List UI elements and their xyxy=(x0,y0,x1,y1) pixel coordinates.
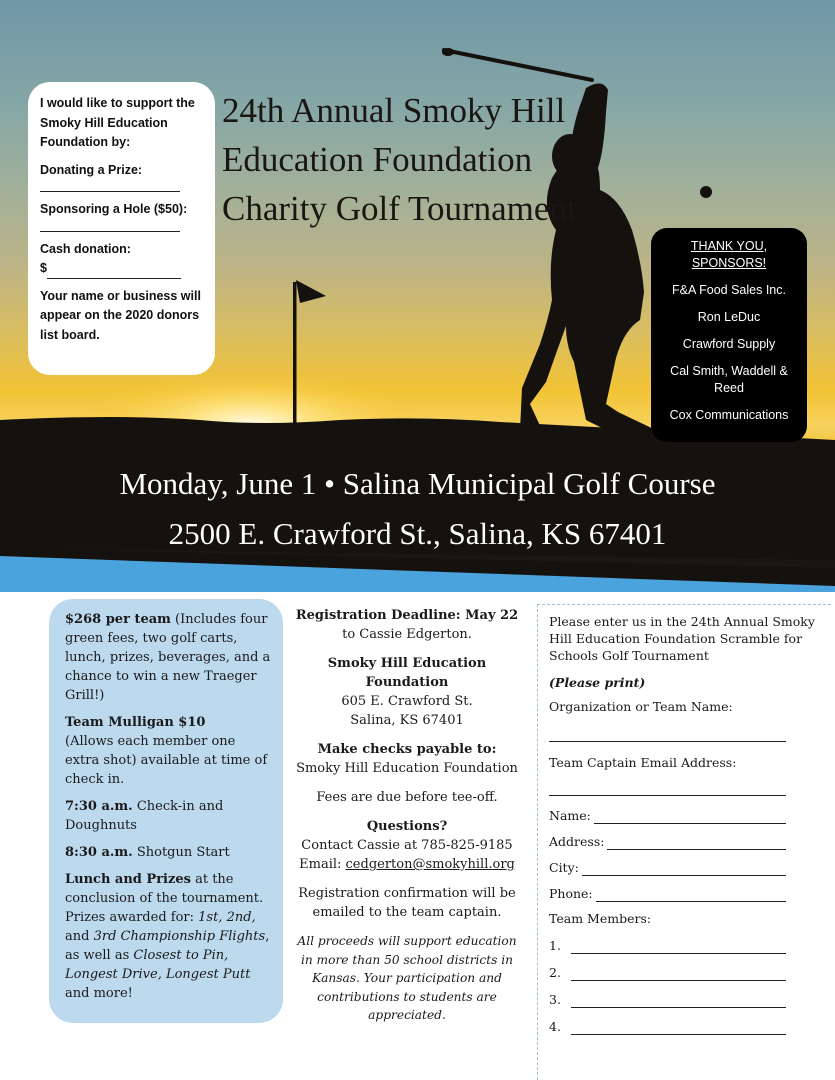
cash-field[interactable] xyxy=(47,265,181,279)
prize-contests: Closest to Pin, Longest Drive, Longest Putt xyxy=(65,948,251,982)
captain-email-field[interactable] xyxy=(549,795,786,796)
member-number: 4. xyxy=(549,1019,561,1034)
sponsor-item: F&A Food Sales Inc. xyxy=(672,283,786,297)
city-label: City: xyxy=(549,860,579,875)
support-form-box xyxy=(28,82,215,375)
sponsors-heading-line-1: THANK YOU, xyxy=(690,239,768,253)
sponsors-box xyxy=(651,228,807,442)
registration-form xyxy=(537,604,831,1080)
sponsors-heading xyxy=(657,238,801,272)
prize-flight-3: 3rd Championship Flights xyxy=(93,929,266,944)
price: $268 per team xyxy=(65,612,171,627)
name-row xyxy=(549,806,786,824)
confirmation-note: Registration confirmation will be emailed to the team captain. xyxy=(298,886,516,920)
captain-email-label: Team Captain Email Address: xyxy=(549,755,737,770)
mulligan-paragraph xyxy=(65,713,271,789)
members-label: Team Members: xyxy=(549,911,652,926)
checkin-text: Check-in and Doughnuts xyxy=(65,799,224,833)
checkin-paragraph xyxy=(65,797,271,835)
org-field[interactable] xyxy=(549,741,786,742)
lunch-paragraph xyxy=(65,870,271,1003)
flag-icon xyxy=(296,280,326,303)
hole-label: Sponsoring a Hole ($50): xyxy=(40,202,188,216)
start-text: Shotgun Start xyxy=(132,845,230,860)
lunch-text: at the conclusion of the tournament. Prizes awarded for: xyxy=(65,872,264,925)
event-address: 2500 E. Crawford St., Salina, KS 67401 xyxy=(168,516,667,551)
form-intro: Please enter us in the 24th Annual Smoky Hill Education Foundation Scramble for Schools Golf Tournament xyxy=(549,614,815,663)
email-link[interactable]: cedgerton@smokyhill.org xyxy=(345,857,515,872)
member-row-1 xyxy=(549,936,786,954)
sponsors-heading-line-2: SPONSORS! xyxy=(691,256,767,270)
org-label: Organization or Team Name: xyxy=(549,699,733,714)
address-line-2: Salina, KS 67401 xyxy=(350,713,464,728)
sponsor-item: Crawford Supply xyxy=(682,337,776,351)
city-field[interactable] xyxy=(582,862,786,876)
sponsor-item: Cal Smith, Waddell & Reed xyxy=(670,364,788,395)
member-number: 2. xyxy=(549,965,561,980)
questions-heading: Questions? xyxy=(366,819,448,834)
member-number: 3. xyxy=(549,992,561,1007)
price-paragraph xyxy=(65,610,271,705)
member-field-4[interactable] xyxy=(571,1021,786,1035)
email-label: Email: xyxy=(299,857,346,872)
foundation-name: Smoky Hill Education Foundation xyxy=(327,656,487,690)
support-intro: I would like to support the Smoky Hill Education Foundation by: xyxy=(40,96,195,149)
sponsor-item: Cox Communications xyxy=(669,408,789,422)
lunch-heading: Lunch and Prizes xyxy=(65,872,191,887)
sponsor-item: Ron LeDuc xyxy=(697,310,761,324)
payable-heading: Make checks payable to: xyxy=(317,742,497,757)
start-time: 8:30 a.m. xyxy=(65,845,133,860)
city-row xyxy=(549,858,786,876)
and-text: and xyxy=(65,929,94,944)
golf-ball xyxy=(700,186,712,198)
as-well-text: , as well as xyxy=(65,929,270,963)
phone-row xyxy=(549,884,786,902)
name-label: Name: xyxy=(549,808,591,823)
member-number: 1. xyxy=(549,938,561,953)
fees-note: Fees are due before tee-off. xyxy=(316,790,498,805)
hole-field[interactable] xyxy=(40,220,180,232)
address-label: Address: xyxy=(549,834,605,849)
registration-info xyxy=(287,606,527,1025)
start-paragraph xyxy=(65,843,271,862)
member-row-4 xyxy=(549,1017,786,1035)
address-row xyxy=(549,832,786,850)
and-more-text: and more! xyxy=(65,986,133,1001)
prize-label: Donating a Prize: xyxy=(40,162,143,177)
payee: Smoky Hill Education Foundation xyxy=(296,761,518,776)
member-field-3[interactable] xyxy=(571,994,786,1008)
checkin-time: 7:30 a.m. xyxy=(65,799,133,814)
member-field-1[interactable] xyxy=(571,940,786,954)
proceeds-note: All proceeds will support education in more than 50 school districts in Kansas. Your participation and contributions to students are appreciated. xyxy=(297,934,517,1022)
event-date-venue: Monday, June 1 • Salina Municipal Golf Course xyxy=(119,466,716,501)
phone-field[interactable] xyxy=(596,888,786,902)
contact-phone: Contact Cassie at 785-825-9185 xyxy=(301,838,513,853)
price-detail: (Includes four green fees, two golf carts, lunch, prizes, beverages, and a chance to win a new Traeger Grill!) xyxy=(65,612,271,703)
member-row-2 xyxy=(549,963,786,981)
name-field[interactable] xyxy=(594,810,786,824)
deadline-to: to Cassie Edgerton. xyxy=(342,627,472,642)
phone-label: Phone: xyxy=(549,886,593,901)
member-row-3 xyxy=(549,990,786,1008)
prize-field[interactable] xyxy=(40,180,180,192)
mulligan-detail: (Allows each member one extra shot) available at time of check in. xyxy=(65,734,268,787)
pricing-info-box xyxy=(49,599,283,1023)
dollar-sign: $ xyxy=(40,261,47,275)
please-print: (Please print) xyxy=(549,675,646,690)
cash-label: Cash donation: xyxy=(40,241,131,256)
support-note: Your name or business will appear on the 2020 donors list board. xyxy=(40,288,201,342)
address-field[interactable] xyxy=(607,836,786,850)
member-field-2[interactable] xyxy=(571,967,786,981)
prize-flight-1-2: 1st, 2nd, xyxy=(198,910,256,925)
deadline: Registration Deadline: May 22 xyxy=(295,608,519,623)
address-line-1: 605 E. Crawford St. xyxy=(341,694,473,709)
mulligan: Team Mulligan $10 xyxy=(65,715,206,730)
page-title: 24th Annual Smoky Hill Education Foundation Charity Golf Tournament xyxy=(222,91,577,228)
